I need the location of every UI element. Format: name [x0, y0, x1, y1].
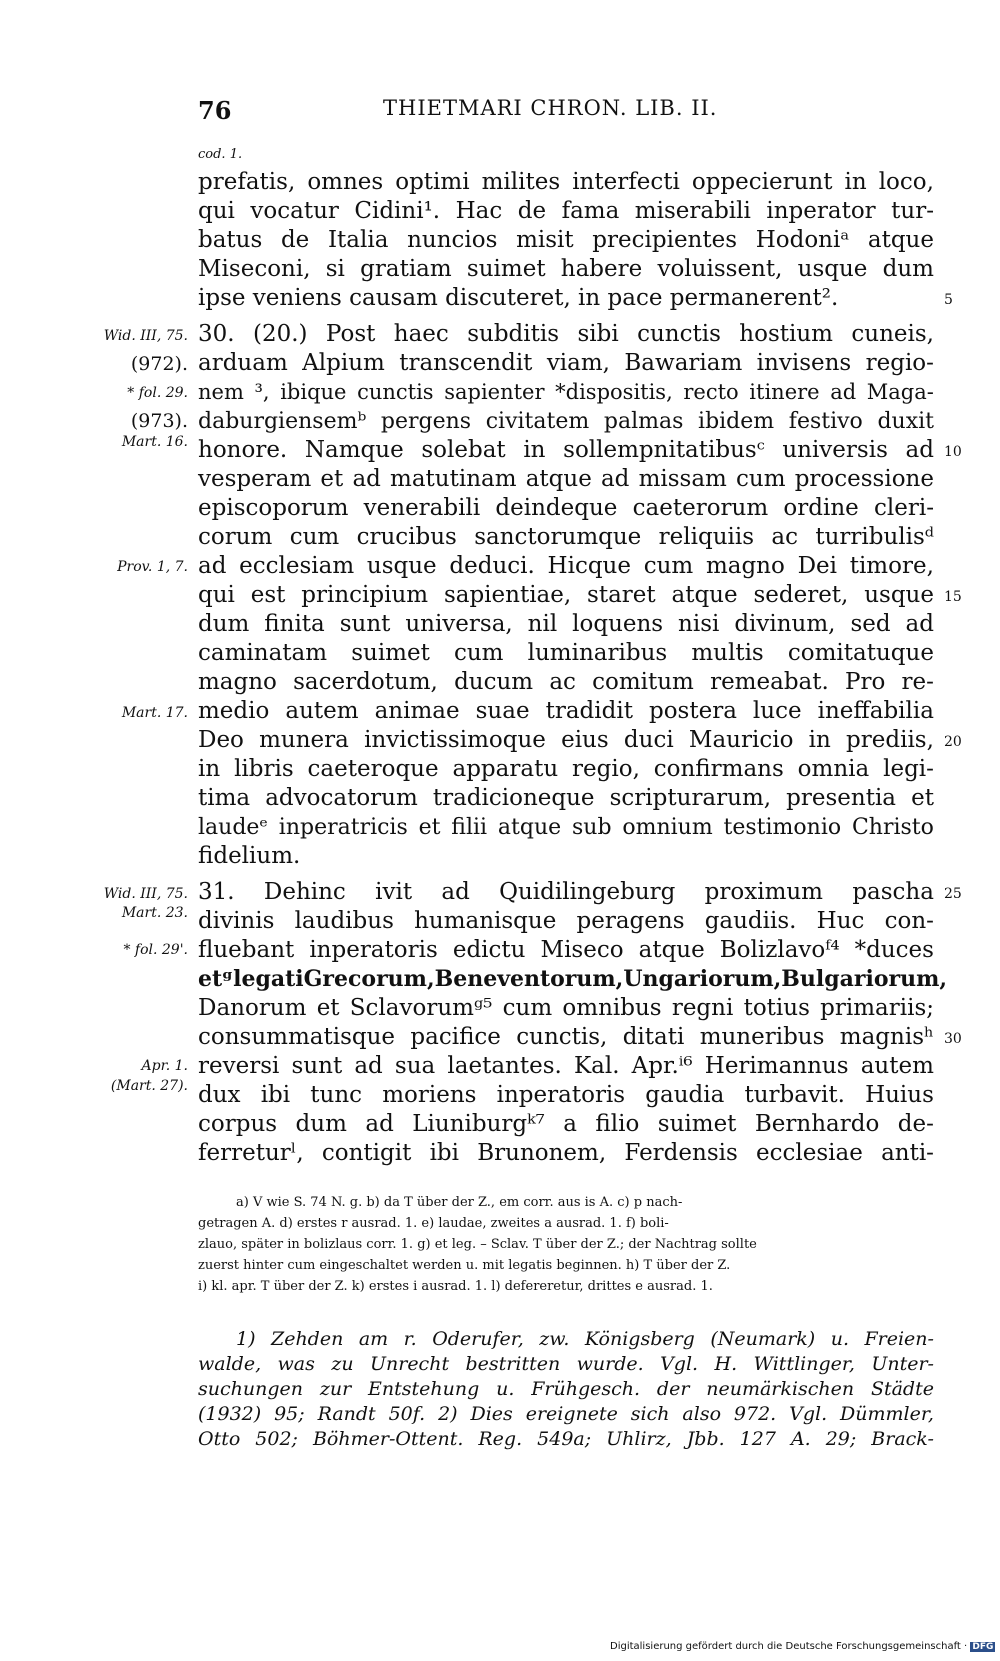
apparatus-line: zlauo, später in bolizlaus corr. 1. g) et leg. – Sclav. T über der Z.; der Nachtrag sollte [198, 1237, 757, 1252]
footnote-line: (1932) 95; Randt 50f. 2) Dies ereignete sich also 972. Vgl. Dümmler, [198, 1403, 934, 1425]
running-title: THIETMARI CHRON. LIB. II. [383, 96, 718, 120]
margin-note: Prov. 1, 7. [117, 559, 188, 575]
text-line: consummatisque pacifice cunctis, ditati muneribus magnisʰ [198, 1024, 934, 1050]
margin-note: Wid. III, 75. [103, 328, 188, 344]
text-line: dux ibi tunc moriens inperatoris gaudia turbavit. Huius [198, 1082, 934, 1108]
text-line: daburgiensemᵇ pergens civitatem palmas ibidem festivo duxit [198, 409, 934, 434]
text-line: 31. Dehinc ivit ad Quidilingeburg proximum pascha [198, 879, 934, 905]
page-number: 76 [198, 96, 232, 125]
margin-note: Apr. 1. [141, 1058, 188, 1074]
text-line: ipse veniens causam discuteret, in pace permanerent². [198, 285, 839, 311]
text-line: nem ³, ibique cunctis sapienter *dispositis, recto itinere ad Maga- [198, 380, 934, 404]
text-line: Miseconi, si gratiam suimet habere voluissent, usque dum [198, 256, 934, 282]
codex-note: cod. 1. [198, 147, 243, 162]
text-line: fidelium. [198, 843, 301, 869]
apparatus-line: i) kl. apr. T über der Z. k) erstes i ausrad. 1. l) defereretur, drittes e ausrad. 1. [198, 1279, 713, 1294]
apparatus-line: zuerst hinter cum eingeschaltet werden u. mit legatis beginnen. h) T über der Z. [198, 1258, 731, 1273]
apparatus-line: a) V wie S. 74 N. g. b) da T über der Z., em corr. aus is A. c) p nach- [236, 1195, 683, 1210]
text-line: caminatam suimet cum luminaribus multis comitatuque [198, 640, 934, 666]
text-line: corum cum crucibus sanctorumque reliquiis ac turribulisᵈ [198, 524, 934, 550]
text-line: 30. (20.) Post haec subditis sibi cunctis hostium cuneis, [198, 321, 934, 347]
footnote-line: Otto 502; Böhmer-Ottent. Reg. 549a; Uhlirz, Jbb. 127 A. 29; Brack- [198, 1428, 934, 1450]
margin-note: Mart. 17. [121, 705, 188, 721]
margin-note: (973). [130, 410, 188, 432]
line-number: 25 [944, 886, 962, 902]
margin-note: * fol. 29'. [123, 942, 188, 958]
digitization-credit [610, 1641, 995, 1652]
apparatus-line: getragen A. d) erstes r ausrad. 1. e) laudae, zweites a ausrad. 1. f) boli- [198, 1216, 669, 1231]
credit-text: Digitalisierung gefördert durch die Deutsche Forschungsgemeinschaft · [610, 1641, 968, 1652]
text-line: qui vocatur Cidini¹. Hac de fama miserabili inperator tur- [198, 198, 934, 224]
text-line: episcoporum venerabili deindeque caeterorum ordine cleri- [198, 495, 934, 521]
line-number: 5 [944, 292, 953, 308]
text-line: dum finita sunt universa, nil loquens nisi divinum, sed ad [198, 611, 934, 637]
text-line: honore. Namque solebat in sollempnitatibusᶜ universis ad [198, 437, 934, 463]
margin-note: Wid. III, 75. [103, 886, 188, 902]
margin-note: (972). [130, 353, 188, 375]
line-number: 15 [944, 589, 962, 605]
text-line: prefatis, omnes optimi milites interfecti oppecierunt in loco, [198, 169, 934, 195]
margin-note: (Mart. 27). [110, 1078, 188, 1094]
text-line: fluebant inperatoris edictu Miseco atque Bolizlavoᶠ⁴ *duces [198, 937, 934, 963]
text-line: magno sacerdotum, ducum ac comitum remeabat. Pro re- [198, 669, 934, 695]
text-line: vesperam et ad matutinam atque ad missam cum processione [198, 466, 934, 492]
text-line: medio autem animae suae tradidit postera luce ineffabilia [198, 698, 934, 724]
text-line: ferreturˡ, contigit ibi Brunonem, Ferdensis ecclesiae anti- [198, 1140, 934, 1166]
footnote-line: walde, was zu Unrecht bestritten wurde. Vgl. H. Wittlinger, Unter- [198, 1353, 934, 1375]
line-number: 20 [944, 734, 962, 750]
footnote-line: suchungen zur Entstehung u. Frühgesch. der neumärkischen Städte [198, 1378, 934, 1400]
text-line: laudeᵉ inperatricis et filii atque sub omnium testimonio Christo [198, 815, 934, 840]
text-line: arduam Alpium transcendit viam, Bawariam invisens regio- [198, 350, 934, 376]
line-number: 10 [944, 444, 962, 460]
margin-note: Mart. 16. [121, 434, 188, 450]
text-line: Danorum et Sclavorumᵍ⁵ cum omnibus regni totius primariis; [198, 995, 934, 1021]
text-line: corpus dum ad Liuniburgᵏ⁷ a filio suimet Bernhardo de- [198, 1111, 934, 1137]
text-line: ad ecclesiam usque deduci. Hicque cum magno Dei timore, [198, 553, 934, 579]
margin-note: * fol. 29. [127, 385, 188, 401]
footnote-line: 1) Zehden am r. Oderufer, zw. Königsberg (Neumark) u. Freien- [236, 1328, 934, 1350]
text-line: in libris caeteroque apparatu regio, confirmans omnia legi- [198, 756, 934, 782]
text-line: Deo munera invictissimoque eius duci Mauricio in prediis, [198, 727, 934, 753]
text-line: divinis laudibus humanisque peragens gaudiis. Huc con- [198, 908, 934, 934]
text-line: etᵍ legati Grecorum, Beneventorum, Ungariorum, Bulgariorum, [198, 966, 948, 992]
margin-note: Mart. 23. [121, 905, 188, 921]
line-number: 30 [944, 1031, 962, 1047]
text-line: qui est principium sapientiae, staret atque sederet, usque [198, 582, 934, 608]
text-line: reversi sunt ad sua laetantes. Kal. Apr.ⁱ⁶ Herimannus autem [198, 1053, 934, 1079]
text-line: tima advocatorum tradicioneque scripturarum, presentia et [198, 785, 934, 811]
dfg-logo: DFG [972, 1642, 994, 1652]
text-line: batus de Italia nuncios misit precipientes Hodoniᵃ atque [198, 227, 934, 253]
